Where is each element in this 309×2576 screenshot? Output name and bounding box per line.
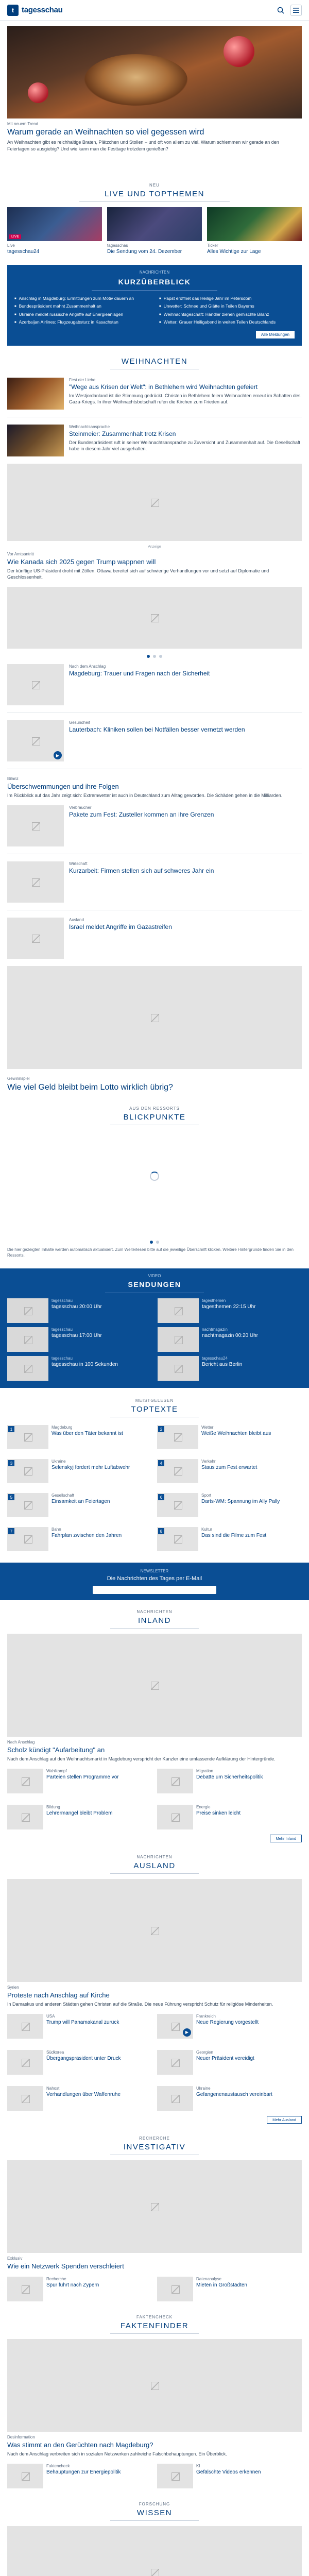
article-kicker: Nach Anschlag bbox=[7, 1740, 35, 1745]
article-headline: Magdeburg: Trauer und Fragen nach der Sicherheit bbox=[69, 670, 210, 677]
toptext-kicker: Verkehr bbox=[201, 1459, 216, 1464]
teaser-thumb bbox=[157, 2464, 193, 2488]
toptext-rank: 2 bbox=[158, 1426, 164, 1432]
live-thumb bbox=[207, 207, 302, 241]
article-kicker: Syrien bbox=[7, 1985, 19, 1990]
hero-image[interactable] bbox=[7, 26, 302, 118]
hero-image-bauble bbox=[224, 36, 254, 67]
more-inland-button[interactable]: Mehr Inland bbox=[270, 1835, 302, 1842]
article-row[interactable] bbox=[7, 375, 302, 413]
toptexte-kicker: MEISTGELESEN bbox=[135, 1398, 174, 1403]
teaser-card[interactable] bbox=[7, 2461, 152, 2492]
kurz-item[interactable]: ■ Papst eröffnet das Heilige Jahr im Petersdom bbox=[159, 296, 295, 301]
toptext-rank: 3 bbox=[8, 1460, 14, 1466]
hero-teaser: An Weihnachten gibt es reichhaltige Braten, Plätzchen und Stollen – und oft von allem zu viel. Warum schlemmen wir gerade an den Feiertagen so ausgiebig? Und wie kann man die Festtage trotzdem genießen? bbox=[7, 140, 279, 151]
live-card-headline: Alles Wichtige zur Lage bbox=[207, 249, 261, 255]
sendung-card[interactable] bbox=[7, 1356, 151, 1381]
teaser-headline: Verhandlungen über Waffenruhe bbox=[46, 2091, 121, 2097]
teaser-headline: Mieten in Großstädten bbox=[196, 2282, 247, 2289]
teaser-kicker: Nahost bbox=[46, 2086, 60, 2091]
sendung-card[interactable] bbox=[158, 1327, 302, 1352]
article-teaser: Der Bundespräsident ruft in seiner Weihnachtsansprache zu Zuversicht und Zusammenhalt auf. Die Gesellschaft habe in diesem Jahr viel ausgehalten. bbox=[69, 439, 301, 452]
hero-section bbox=[0, 21, 309, 157]
lead-image[interactable] bbox=[7, 2339, 302, 2432]
live-thumb bbox=[7, 207, 102, 241]
article-kicker: Desinformation bbox=[7, 2435, 35, 2440]
lead-image[interactable] bbox=[7, 2160, 302, 2253]
article-kicker: Gewinnspiel bbox=[7, 1076, 30, 1081]
loading-spinner-icon bbox=[150, 1172, 159, 1181]
toptext-kicker: Ukraine bbox=[52, 1459, 66, 1464]
article-row[interactable] bbox=[7, 914, 302, 962]
teaser-kicker: Migration bbox=[196, 1769, 213, 1774]
article-thumb bbox=[7, 805, 64, 846]
investigativ-section bbox=[0, 2131, 309, 2310]
toptext-headline: Weiße Weihnachten bleibt aus bbox=[201, 1431, 271, 1437]
live-card-headline: tagesschau24 bbox=[7, 249, 40, 255]
sendungen-box bbox=[0, 1268, 309, 1388]
teaser-kicker: Frankreich bbox=[196, 2013, 216, 2019]
image-placeholder bbox=[7, 587, 302, 649]
toptext-rank: 1 bbox=[8, 1426, 14, 1432]
article-kicker: Wirtschaft bbox=[69, 861, 88, 866]
sendung-thumb bbox=[158, 1298, 199, 1323]
teaser-card[interactable] bbox=[7, 2047, 152, 2078]
inland-section bbox=[0, 1604, 309, 1850]
sendung-headline: tagesschau 17:00 Uhr bbox=[52, 1333, 102, 1339]
newsletter-email-input[interactable] bbox=[93, 1586, 216, 1594]
teaser-kicker: Energie bbox=[196, 1805, 211, 1810]
teaser-headline: Trump will Panamakanal zurück bbox=[46, 2019, 119, 2025]
teaser-headline: Neue Regierung vorgestellt bbox=[196, 2019, 259, 2025]
kurzueberblick-box bbox=[7, 265, 302, 346]
sendung-kicker: tagesschau bbox=[52, 1298, 73, 1303]
lead-article[interactable] bbox=[7, 2432, 302, 2461]
sendung-card[interactable] bbox=[7, 1298, 151, 1323]
pager-dot bbox=[153, 655, 156, 658]
toptext-rank: 5 bbox=[8, 1494, 14, 1500]
live-card-kicker: Ticker bbox=[207, 243, 218, 248]
menu-button[interactable] bbox=[290, 5, 302, 16]
live-title: LIVE UND TOPTHEMEN bbox=[79, 188, 230, 202]
sendungen-title: SENDUNGEN bbox=[105, 1278, 204, 1293]
teaser-headline: Neuer Präsident vereidigt bbox=[196, 2055, 254, 2061]
article-kicker: Fest der Liebe bbox=[69, 377, 96, 382]
pager-dot bbox=[150, 1241, 153, 1244]
toptext-rank: 7 bbox=[8, 1528, 14, 1534]
article-thumb bbox=[7, 918, 64, 959]
kurz-item[interactable]: ■ Azerbaijan Airlines: Flugzeugabsturz in Kasachstan bbox=[14, 319, 150, 325]
teaser-kicker: Ukraine bbox=[196, 2086, 211, 2091]
pager-dot bbox=[147, 655, 150, 658]
sendungen-kicker: VIDEO bbox=[148, 1274, 161, 1279]
article-row[interactable] bbox=[7, 858, 302, 906]
article-headline: Kurzarbeit: Firmen stellen sich auf schweres Jahr ein bbox=[69, 867, 214, 874]
sendung-headline: tagesschau 20:00 Uhr bbox=[52, 1304, 102, 1310]
teaser-thumb bbox=[157, 2277, 193, 2301]
ad-placeholder[interactable] bbox=[7, 464, 302, 541]
ad-placeholder[interactable] bbox=[7, 966, 302, 1069]
kurz-item[interactable]: ■ Anschlag in Magdeburg: Ermittlungen zum Motiv dauern an bbox=[14, 296, 150, 301]
toptext-headline: Das sind die Filme zum Fest bbox=[201, 1533, 267, 1539]
teaser-thumb bbox=[7, 1805, 43, 1829]
sendung-kicker: tagesschau24 bbox=[202, 1356, 228, 1361]
sendung-card[interactable] bbox=[158, 1298, 302, 1323]
kurz-item[interactable]: ■ Wetter: Grauer Heiligabend in weiten Teilen Deutschlands bbox=[159, 319, 295, 325]
teaser-headline: Gefälschte Videos erkennen bbox=[196, 2469, 261, 2475]
sendung-kicker: nachtmagazin bbox=[202, 1327, 228, 1332]
live-card[interactable] bbox=[207, 207, 302, 256]
kurz-title: KURZÜBERBLICK bbox=[92, 275, 217, 291]
article-kicker: Nach dem Anschlag bbox=[69, 664, 106, 669]
toptext-card[interactable] bbox=[7, 1456, 152, 1485]
teaser-card[interactable] bbox=[7, 1766, 152, 1797]
logo-mark: t bbox=[7, 5, 19, 16]
toptext-headline: Fahrplan zwischen den Jahren bbox=[52, 1533, 122, 1539]
article-teaser: Der künftige US-Präsident droht mit Zöllen. Ottawa bereitet sich auf schwierige Verhandlungen vor und setzt auf Diplomatie und Geschlossenheit. bbox=[7, 568, 269, 580]
article-headline: Lauterbach: Kliniken sollen bei Notfällen besser vernetzt werden bbox=[69, 726, 245, 733]
teaser-card[interactable] bbox=[7, 2274, 152, 2304]
feature-article[interactable] bbox=[7, 1073, 302, 1096]
hero-image-plate bbox=[84, 54, 187, 106]
toptext-card[interactable] bbox=[157, 1490, 302, 1519]
article-thumb bbox=[7, 378, 64, 410]
kurz-kicker: NACHRICHTEN bbox=[139, 269, 170, 275]
teaser-thumb bbox=[157, 2086, 193, 2111]
play-icon: ▶ bbox=[54, 751, 62, 759]
article-headline: Wie viel Geld bleibt beim Lotto wirklich übrig? bbox=[7, 1082, 173, 1092]
article-teaser: Im Westjordanland ist die Stimmung gedrückt. Christen in Bethlehem feiern Weihnachten erneut im Schatten des Gaza-Kriegs. In ihrer Weihnachtsbotschaft rufen die Kirchen zum Frieden auf. bbox=[69, 393, 301, 405]
menu-icon bbox=[293, 8, 299, 13]
weihnachten-section bbox=[0, 350, 309, 1101]
live-card-kicker: Live bbox=[7, 243, 15, 248]
teaser-headline: Übergangspräsident unter Druck bbox=[46, 2055, 121, 2061]
faktenfinder-section bbox=[0, 2310, 309, 2497]
teaser-thumb bbox=[157, 1769, 193, 1793]
article-kicker: Bilanz bbox=[7, 776, 19, 781]
kurz-item[interactable]: ■ Bundespräsident mahnt Zusammenhalt an bbox=[14, 303, 150, 309]
teaser-headline: Gefangenenaustausch vereinbart bbox=[196, 2091, 272, 2097]
teaser-card[interactable] bbox=[157, 2011, 302, 2042]
article-row[interactable] bbox=[7, 661, 302, 708]
teaser-card[interactable] bbox=[157, 1802, 302, 1833]
blickpunkte-note: Die hier gezeigten Inhalte werden automatisch aktualisiert. Zum Weiterlesen bitte auf die jeweilige Überschrift klicken. Weitere Hintergründe finden Sie in den Ressorts. bbox=[7, 1247, 294, 1258]
search-icon[interactable] bbox=[276, 6, 285, 15]
wissen-title: WISSEN bbox=[110, 2506, 199, 2521]
teaser-thumb bbox=[157, 2050, 193, 2075]
sendung-thumb bbox=[7, 1298, 48, 1323]
teaser-thumb bbox=[157, 2014, 193, 2039]
teaser-card[interactable] bbox=[157, 1766, 302, 1797]
teaser-headline: Spur führt nach Zypern bbox=[46, 2282, 99, 2289]
sendung-headline: Bericht aus Berlin bbox=[202, 1362, 243, 1368]
teaser-headline: Lehrermangel bleibt Problem bbox=[46, 1810, 113, 1817]
article-thumb bbox=[7, 861, 64, 903]
sendung-headline: tagesschau in 100 Sekunden bbox=[52, 1362, 118, 1368]
toptext-headline: Selenskyj fordert mehr Luftabwehr bbox=[52, 1465, 130, 1471]
article-teaser: In Damaskus und anderen Städten gehen Christen auf die Straße. Die neue Führung verspricht Schutz für religiöse Minderheiten. bbox=[7, 2002, 273, 2007]
site-header bbox=[0, 0, 309, 21]
article-headline: Proteste nach Anschlag auf Kirche bbox=[7, 1991, 110, 1999]
toptext-kicker: Gesellschaft bbox=[52, 1493, 75, 1498]
brand-logo[interactable] bbox=[7, 5, 63, 16]
sendung-thumb bbox=[158, 1356, 199, 1381]
article-headline: Pakete zum Fest: Zusteller kommen an ihre Grenzen bbox=[69, 810, 214, 818]
article-kicker: Gesundheit bbox=[69, 720, 90, 725]
investigativ-kicker: RECHERCHE bbox=[139, 2136, 170, 2141]
toptext-headline: Staus zum Fest erwartet bbox=[201, 1465, 258, 1471]
sendung-thumb bbox=[7, 1327, 48, 1352]
article-headline: Scholz kündigt "Aufarbeitung" an bbox=[7, 1746, 105, 1754]
teaser-thumb bbox=[7, 2050, 43, 2075]
toptext-kicker: Wetter bbox=[201, 1425, 214, 1430]
live-card[interactable] bbox=[7, 207, 102, 256]
article-headline: Wie Kanada sich 2025 gegen Trump wappnen will bbox=[7, 557, 156, 566]
toptext-headline: Darts-WM: Spannung im Ally Pally bbox=[201, 1499, 280, 1505]
teaser-kicker: Datenanalyse bbox=[196, 2277, 221, 2282]
teaser-thumb bbox=[7, 2014, 43, 2039]
hero-headline[interactable]: Warum gerade an Weihnachten so viel gegessen wird bbox=[7, 128, 204, 137]
live-card[interactable] bbox=[107, 207, 202, 256]
toptext-card[interactable] bbox=[157, 1524, 302, 1553]
article-stacked[interactable] bbox=[7, 549, 302, 584]
teaser-card[interactable] bbox=[7, 2083, 152, 2114]
faktenfinder-kicker: FAKTENCHECK bbox=[136, 2315, 173, 2320]
teaser-card[interactable] bbox=[157, 2274, 302, 2304]
live-thumb bbox=[107, 207, 202, 241]
sendung-card[interactable] bbox=[158, 1356, 302, 1381]
article-kicker: Exklusiv bbox=[7, 2256, 23, 2261]
sendung-headline: nachtmagazin 00:20 Uhr bbox=[202, 1333, 258, 1339]
teaser-headline: Debatte um Sicherheitspolitik bbox=[196, 1774, 263, 1781]
live-kicker: NEU bbox=[149, 183, 160, 188]
ad-label: Anzeige bbox=[148, 545, 161, 549]
teaser-kicker: Georgien bbox=[196, 2049, 213, 2055]
live-badge: LIVE bbox=[9, 234, 21, 239]
teaser-kicker: USA bbox=[46, 2013, 55, 2019]
toptexte-section bbox=[0, 1393, 309, 1558]
article-row[interactable] bbox=[7, 802, 302, 850]
toptext-card[interactable] bbox=[7, 1422, 152, 1451]
header-actions bbox=[276, 5, 302, 16]
teaser-thumb bbox=[157, 1805, 193, 1829]
carousel-pager[interactable] bbox=[7, 652, 302, 661]
article-teaser: Im Rückblick auf das Jahr zeigt sich: Extremwetter ist auch in Deutschland zum Alltag geworden. Die Schäden gehen in die Milliarden. bbox=[7, 793, 283, 799]
blickpunkte-section bbox=[0, 1101, 309, 1263]
kurz-item[interactable]: ■ Weihnachtsgeschäft: Händler ziehen gemischte Bilanz bbox=[159, 312, 295, 317]
lead-article[interactable] bbox=[7, 1982, 302, 2011]
teaser-kicker: Südkorea bbox=[46, 2049, 64, 2055]
article-kicker: Weihnachtsansprache bbox=[69, 424, 110, 429]
toptext-card[interactable] bbox=[157, 1422, 302, 1451]
article-headline: Israel meldet Angriffe im Gazastreifen bbox=[69, 923, 172, 930]
article-headline: Überschwemmungen und ihre Folgen bbox=[7, 783, 119, 790]
pager-dot bbox=[159, 655, 162, 658]
ausland-kicker: NACHRICHTEN bbox=[136, 1855, 173, 1860]
toptext-rank: 4 bbox=[158, 1460, 164, 1466]
more-ausland-button[interactable]: Mehr Ausland bbox=[267, 2116, 302, 2124]
wissen-kicker: FORSCHUNG bbox=[139, 2502, 170, 2506]
teaser-kicker: Faktencheck bbox=[46, 2464, 70, 2468]
lead-article[interactable] bbox=[7, 2253, 302, 2274]
sendung-kicker: tagesschau bbox=[52, 1327, 73, 1332]
toptext-card[interactable] bbox=[7, 1490, 152, 1519]
teaser-thumb bbox=[7, 1769, 43, 1793]
inland-title: INLAND bbox=[110, 1614, 199, 1629]
article-thumb bbox=[7, 425, 64, 456]
toptext-card[interactable] bbox=[157, 1456, 302, 1485]
toptext-kicker: Magdeburg bbox=[52, 1425, 73, 1430]
logo-text: tagesschau bbox=[22, 6, 63, 14]
wissen-section bbox=[0, 2497, 309, 2576]
article-headline: "Wege aus Krisen der Welt": in Bethlehem wird Weihnachten gefeiert bbox=[69, 383, 258, 391]
lead-image[interactable] bbox=[7, 1634, 302, 1737]
teaser-kicker: Wahlkampf bbox=[46, 1769, 67, 1774]
carousel-pager[interactable] bbox=[7, 1238, 302, 1247]
lead-image[interactable] bbox=[7, 1879, 302, 1982]
article-headline: Steinmeier: Zusammenhalt trotz Krisen bbox=[69, 430, 176, 437]
teaser-card[interactable] bbox=[7, 1802, 152, 1833]
teaser-kicker: KI bbox=[196, 2464, 200, 2468]
lead-image[interactable] bbox=[7, 2526, 302, 2576]
sendung-thumb bbox=[158, 1327, 199, 1352]
article-headline: Was stimmt an den Gerüchten nach Magdeburg? bbox=[7, 2441, 153, 2449]
live-card-kicker: tagesschau bbox=[107, 243, 128, 248]
teaser-headline: Parteien stellen Programme vor bbox=[46, 1774, 119, 1781]
pager-dot bbox=[156, 1241, 159, 1244]
blickpunkte-title: BLICKPUNKTE bbox=[110, 1111, 199, 1125]
faktenfinder-title: FAKTENFINDER bbox=[110, 2319, 199, 2334]
article-kicker: Ausland bbox=[69, 917, 84, 922]
toptext-kicker: Bahn bbox=[52, 1527, 61, 1532]
teaser-card[interactable] bbox=[157, 2461, 302, 2492]
toptext-headline: Was über den Täter bekannt ist bbox=[52, 1431, 123, 1437]
article-headline: Wie ein Netzwerk Spenden verschleiert bbox=[7, 2262, 124, 2270]
article-stacked[interactable] bbox=[7, 773, 302, 802]
teaser-headline: Behauptungen zur Energiepolitik bbox=[46, 2469, 121, 2475]
article-teaser: Nach dem Anschlag auf den Weihnachtsmarkt in Magdeburg verspricht der Kanzler eine umfassende Aufklärung der Hintergründe. bbox=[7, 1756, 276, 1762]
teaser-kicker: Recherche bbox=[46, 2277, 66, 2282]
article-row[interactable] bbox=[7, 421, 302, 460]
article-kicker: Vor Amtsantritt bbox=[7, 551, 35, 556]
investigativ-title: INVESTIGATIV bbox=[110, 2141, 199, 2155]
inland-kicker: NACHRICHTEN bbox=[136, 1609, 173, 1615]
article-thumb bbox=[7, 664, 64, 705]
toptext-rank: 6 bbox=[158, 1494, 164, 1500]
toptext-headline: Einsamkeit an Feiertagen bbox=[52, 1499, 110, 1505]
newsletter-title: Die Nachrichten des Tages per E-Mail bbox=[107, 1575, 202, 1582]
sendung-thumb bbox=[7, 1356, 48, 1381]
live-section bbox=[0, 178, 309, 261]
toptexte-title: TOPTEXTE bbox=[110, 1403, 199, 1417]
blickpunkte-kicker: AUS DEN RESSORTS bbox=[129, 1106, 180, 1111]
article-teaser: Nach dem Anschlag verbreiten sich in sozialen Netzwerken zahlreiche Falschbehauptungen. Ein Überblick. bbox=[7, 2451, 227, 2457]
kurz-more-button[interactable]: Alle Meldungen bbox=[256, 331, 295, 338]
sendung-kicker: tagesschau bbox=[52, 1356, 73, 1361]
teaser-card[interactable] bbox=[7, 2011, 152, 2042]
teaser-card[interactable] bbox=[157, 2047, 302, 2078]
lead-article[interactable] bbox=[7, 1737, 302, 1766]
newsletter-strip bbox=[0, 1563, 309, 1600]
teaser-headline: Preise sinken leicht bbox=[196, 1810, 241, 1817]
toptext-card[interactable] bbox=[7, 1524, 152, 1553]
hero-image-bauble bbox=[28, 82, 48, 103]
ausland-title: AUSLAND bbox=[110, 1859, 199, 1874]
hero-kicker: Mit neuem Trend bbox=[7, 122, 39, 126]
toptext-kicker: Sport bbox=[201, 1493, 212, 1498]
article-thumb bbox=[7, 720, 64, 761]
kurz-item[interactable]: ■ Ukraine meldet russische Angriffe auf Energieanlagen bbox=[14, 312, 150, 317]
teaser-thumb bbox=[7, 2464, 43, 2488]
teaser-thumb bbox=[7, 2086, 43, 2111]
article-kicker: Verbraucher bbox=[69, 805, 92, 810]
newsletter-kicker: NEWSLETTER bbox=[140, 1569, 169, 1574]
play-icon: ▶ bbox=[183, 2028, 191, 2037]
sendung-kicker: tagesthemen bbox=[202, 1298, 226, 1303]
live-card-headline: Die Sendung vom 24. Dezember bbox=[107, 249, 182, 255]
teaser-kicker: Bildung bbox=[46, 1805, 60, 1810]
toptext-rank: 8 bbox=[158, 1528, 164, 1534]
teaser-card[interactable] bbox=[157, 2083, 302, 2114]
article-row[interactable] bbox=[7, 717, 302, 765]
kurz-item[interactable]: ■ Unwetter: Schnee und Glätte in Teilen Bayerns bbox=[159, 303, 295, 309]
sendung-headline: tagesthemen 22:15 Uhr bbox=[202, 1304, 256, 1310]
teaser-thumb bbox=[7, 2277, 43, 2301]
sendung-card[interactable] bbox=[7, 1327, 151, 1352]
toptext-kicker: Kultur bbox=[201, 1527, 212, 1532]
weihnachten-title: WEIHNACHTEN bbox=[110, 355, 199, 369]
ausland-section bbox=[0, 1850, 309, 2131]
